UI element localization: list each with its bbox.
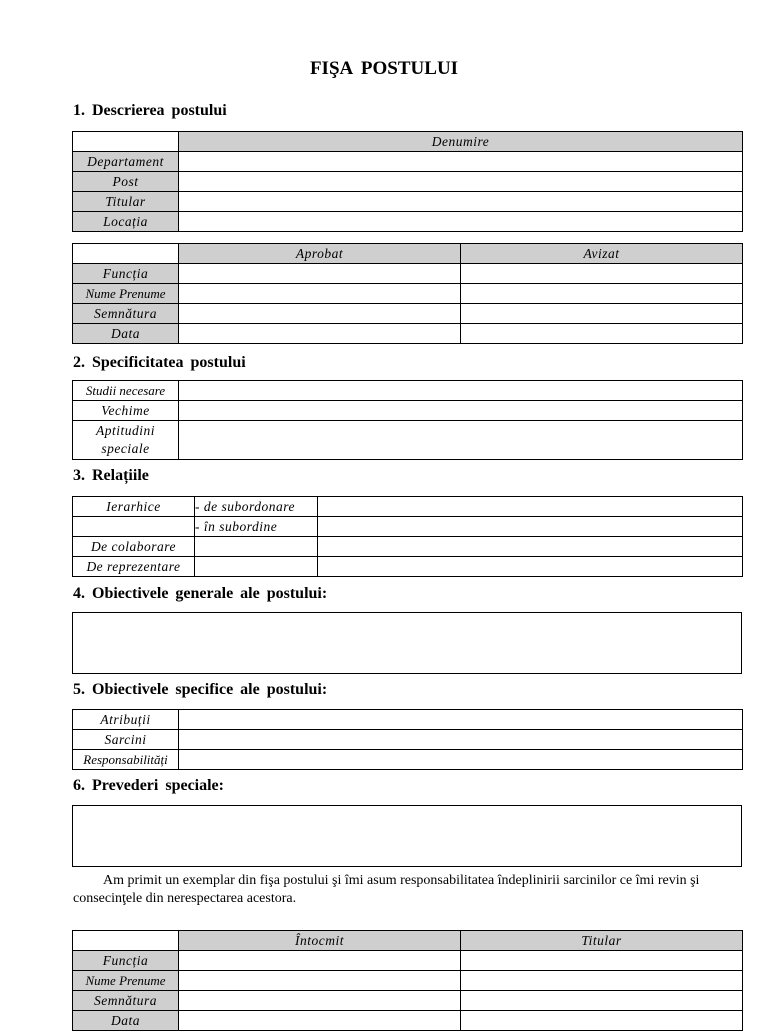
acknowledgement-statement: Am primit un exemplar din fişa postului şi îmi asum responsabilitatea îndeplinirii sarcinilor ce îmi revin şi consecinţele din nerespectarea acestora.	[73, 873, 700, 906]
general-objectives-box[interactable]	[72, 612, 742, 674]
section-1-heading: 1. Descrierea postului	[73, 102, 227, 119]
header-denumire: Denumire	[179, 132, 743, 152]
label-data: Data	[73, 324, 179, 344]
field-departament[interactable]	[179, 152, 743, 172]
empty-sub-cell	[195, 537, 318, 557]
signature-table	[72, 930, 743, 1031]
approval-table	[72, 243, 743, 344]
label-post: Post	[73, 172, 179, 192]
field-post[interactable]	[179, 172, 743, 192]
label-data: Data	[73, 1011, 179, 1031]
field-avizat-nume[interactable]	[461, 284, 743, 304]
label-in-subordine: - în subordine	[195, 517, 318, 537]
section-3-heading: 3. Relațiile	[73, 467, 149, 484]
label-de-subordonare: - de subordonare	[195, 497, 318, 517]
field-atributii[interactable]	[179, 710, 743, 730]
label-aptitudini-speciale: Aptitudini speciale	[73, 421, 179, 460]
section-6-heading: 6. Prevederi speciale:	[73, 777, 224, 794]
label-responsabilitati: Responsabilități	[73, 750, 179, 770]
label-de-reprezentare: De reprezentare	[73, 557, 195, 577]
header-intocmit: Întocmit	[179, 931, 461, 951]
field-vechime[interactable]	[179, 401, 743, 421]
label-studii-necesare: Studii necesare	[73, 381, 179, 401]
label-functia: Funcția	[73, 951, 179, 971]
label-nume-prenume: Nume Prenume	[73, 971, 179, 991]
label-semnatura: Semnătura	[73, 991, 179, 1011]
job-specificity-table	[72, 380, 743, 460]
field-titular[interactable]	[179, 192, 743, 212]
field-avizat-data[interactable]	[461, 324, 743, 344]
field-titular-functia[interactable]	[461, 951, 743, 971]
label-de-colaborare: De colaborare	[73, 537, 195, 557]
job-description-table	[72, 131, 743, 232]
field-aprobat-data[interactable]	[179, 324, 461, 344]
empty-label-cell	[73, 517, 195, 537]
label-atributii: Atribuții	[73, 710, 179, 730]
field-intocmit-functia[interactable]	[179, 951, 461, 971]
label-semnatura: Semnătura	[73, 304, 179, 324]
page-title: FIŞA POSTULUI	[309, 58, 459, 79]
field-avizat-semnatura[interactable]	[461, 304, 743, 324]
field-intocmit-data[interactable]	[179, 1011, 461, 1031]
field-avizat-functia[interactable]	[461, 264, 743, 284]
label-departament: Departament	[73, 152, 179, 172]
field-intocmit-semnatura[interactable]	[179, 991, 461, 1011]
label-ierarhice: Ierarhice	[73, 497, 195, 517]
section-4-heading: 4. Obiectivele generale ale postului:	[73, 585, 328, 602]
field-titular-nume[interactable]	[461, 971, 743, 991]
label-vechime: Vechime	[73, 401, 179, 421]
field-locatia[interactable]	[179, 212, 743, 232]
field-de-reprezentare[interactable]	[318, 557, 743, 577]
empty-sub-cell	[195, 557, 318, 577]
special-provisions-box[interactable]	[72, 805, 742, 867]
field-responsabilitati[interactable]	[179, 750, 743, 770]
field-titular-semnatura[interactable]	[461, 991, 743, 1011]
empty-corner-cell	[73, 132, 179, 152]
specific-objectives-table	[72, 709, 743, 770]
header-titular: Titular	[461, 931, 743, 951]
header-avizat: Avizat	[461, 244, 743, 264]
field-intocmit-nume[interactable]	[179, 971, 461, 991]
label-sarcini: Sarcini	[73, 730, 179, 750]
label-nume-prenume: Nume Prenume	[73, 284, 179, 304]
field-aprobat-nume[interactable]	[179, 284, 461, 304]
field-in-subordine[interactable]	[318, 517, 743, 537]
label-functia: Funcția	[73, 264, 179, 284]
field-aprobat-functia[interactable]	[179, 264, 461, 284]
field-aprobat-semnatura[interactable]	[179, 304, 461, 324]
section-2-heading: 2. Specificitatea postului	[73, 354, 246, 371]
empty-corner-cell	[73, 244, 179, 264]
label-locatia: Locația	[73, 212, 179, 232]
relations-table	[72, 496, 743, 577]
field-sarcini[interactable]	[179, 730, 743, 750]
empty-corner-cell	[73, 931, 179, 951]
field-aptitudini-speciale[interactable]	[179, 421, 743, 460]
field-titular-data[interactable]	[461, 1011, 743, 1031]
field-de-subordonare[interactable]	[318, 497, 743, 517]
field-de-colaborare[interactable]	[318, 537, 743, 557]
label-titular: Titular	[73, 192, 179, 212]
header-aprobat: Aprobat	[179, 244, 461, 264]
section-5-heading: 5. Obiectivele specifice ale postului:	[73, 681, 328, 698]
field-studii-necesare[interactable]	[179, 381, 743, 401]
